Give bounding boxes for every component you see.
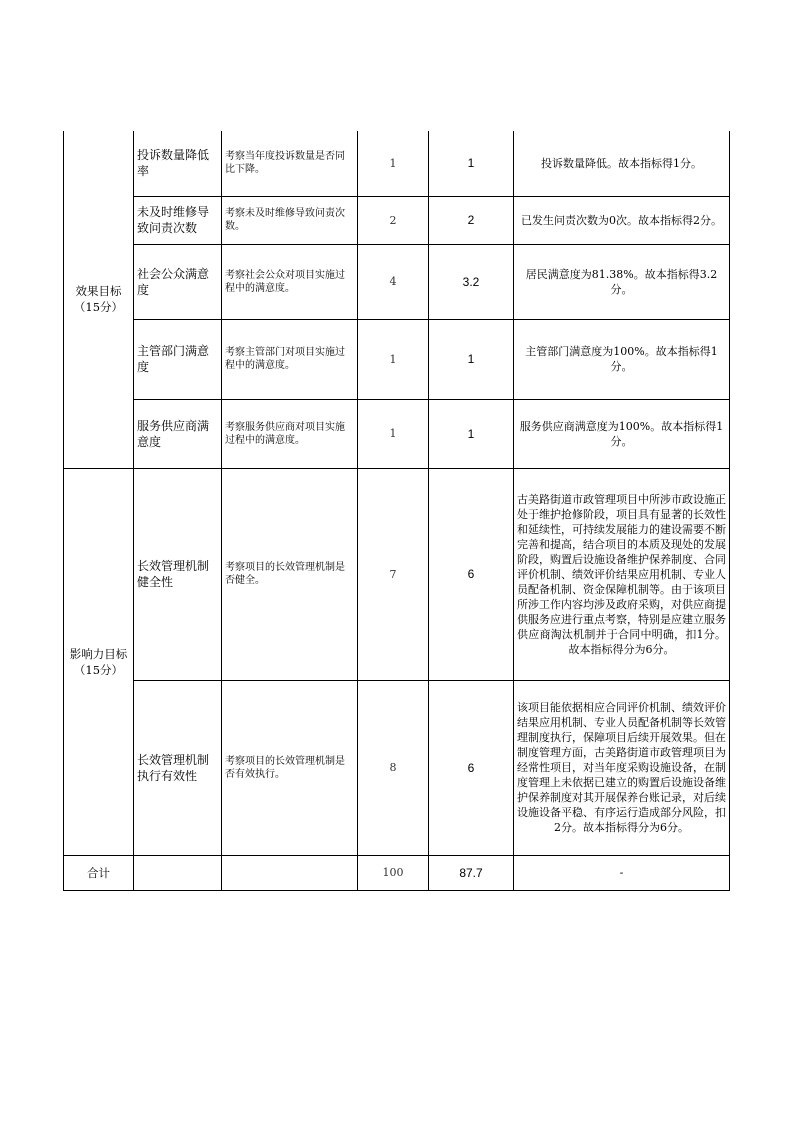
category-cell-impact (64, 468, 134, 855)
description-cell: 考察社会公众对项目实施过程中的满意度。 (222, 244, 358, 319)
reason-cell: 该项目能依据相应合同评价机制、绩效评价结果应用机制、专业人员配备机制等长效管理制度执行，保障项目后续开展效果。但在制度管理方面，古美路街道市政管理项目为经常性项目，对当年度采购设施设备，在制度管理上未依据已建立的购置后设施设备维护保养制度对其开展保养台账记录，对后续设施设备平稳、有序运行造成部分风险，扣2分。故本指标得分为6分。 (514, 680, 730, 855)
description-cell: 考察主管部门对项目实施过程中的满意度。 (222, 319, 358, 399)
category-cell-effect (64, 131, 134, 468)
indicator-cell: 未及时维修导致问责次数 (134, 196, 222, 244)
description-cell: 考察项目的长效管理机制是否健全。 (222, 468, 358, 680)
indicator-cell: 长效管理机制执行有效性 (134, 680, 222, 855)
total-weight: 100 (358, 855, 429, 890)
description-cell: 考察项目的长效管理机制是否有效执行。 (222, 680, 358, 855)
score-cell: 6 (429, 468, 514, 680)
total-score: 87.7 (429, 855, 514, 890)
weight-cell: 1 (358, 319, 429, 399)
score-cell: 1 (429, 319, 514, 399)
table-row (64, 244, 730, 319)
score-cell: 3.2 (429, 244, 514, 319)
table-row (64, 680, 730, 855)
total-label: 合计 (64, 855, 134, 890)
table-row (64, 196, 730, 244)
description-cell: 考察当年度投诉数量是否同比下降。 (222, 131, 358, 196)
table-row (64, 399, 730, 468)
description-cell: 考察未及时维修导致问责次数。 (222, 196, 358, 244)
score-cell: 6 (429, 680, 514, 855)
weight-cell: 1 (358, 131, 429, 196)
category-points: （15分） (73, 300, 124, 315)
indicator-cell: 投诉数量降低率 (134, 131, 222, 196)
description-cell: 考察服务供应商对项目实施过程中的满意度。 (222, 399, 358, 468)
weight-cell: 7 (358, 468, 429, 680)
indicator-cell: 长效管理机制健全性 (134, 468, 222, 680)
performance-score-table (63, 131, 730, 891)
indicator-cell: 服务供应商满意度 (134, 399, 222, 468)
category-label: 影响力目标 (69, 646, 128, 661)
weight-cell: 1 (358, 399, 429, 468)
score-cell: 2 (429, 196, 514, 244)
score-cell: 1 (429, 131, 514, 196)
empty-cell (134, 855, 222, 890)
total-reason: - (514, 855, 730, 890)
weight-cell: 8 (358, 680, 429, 855)
category-points: （15分） (73, 662, 124, 677)
table-row (64, 131, 730, 196)
table-row (64, 319, 730, 399)
reason-cell: 服务供应商满意度为100%。故本指标得1分。 (514, 399, 730, 468)
score-cell: 1 (429, 399, 514, 468)
category-label: 效果目标 (75, 284, 122, 299)
indicator-cell: 主管部门满意度 (134, 319, 222, 399)
reason-cell: 居民满意度为81.38%。故本指标得3.2分。 (514, 244, 730, 319)
reason-cell: 古美路街道市政管理项目中所涉市政设施正处于维护抢修阶段，项目具有显著的长效性和延续性，可持续发展能力的建设需要不断完善和提高，结合项目的本质及现处的发展阶段，购置后设施设备维护保养制度、合同评价机制、绩效评价结果应用机制、专业人员配备机制、资金保障机制等。由于该项目所涉工作内容均涉及政府采购，对供应商提供服务应进行重点考察，特别是应建立服务供应商淘汰机制并于合同中明确，扣1分。故本指标得分为6分。 (514, 468, 730, 680)
reason-cell: 投诉数量降低。故本指标得1分。 (514, 131, 730, 196)
weight-cell: 4 (358, 244, 429, 319)
weight-cell: 2 (358, 196, 429, 244)
indicator-cell: 社会公众满意度 (134, 244, 222, 319)
empty-cell (222, 855, 358, 890)
total-row (64, 855, 730, 890)
table-row (64, 468, 730, 680)
reason-cell: 主管部门满意度为100%。故本指标得1分。 (514, 319, 730, 399)
reason-cell: 已发生问责次数为0次。故本指标得2分。 (514, 196, 730, 244)
